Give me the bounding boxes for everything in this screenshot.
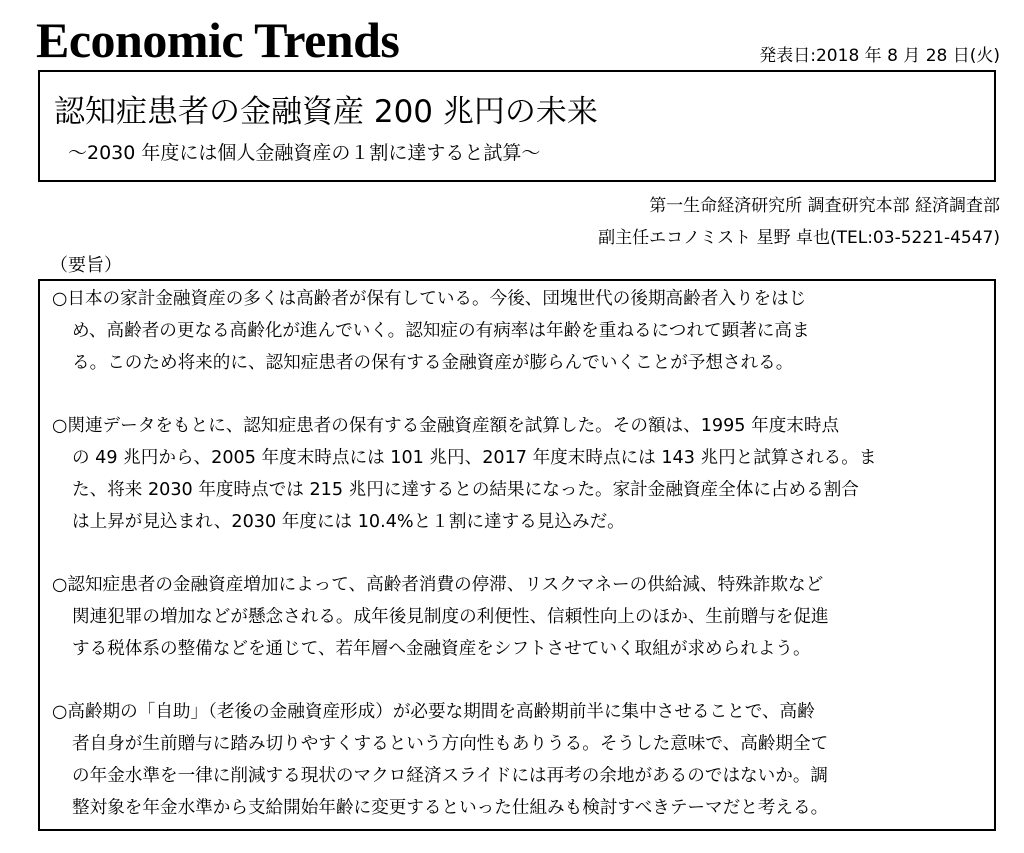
paragraph-line: ○関連データをもとに、認知症患者の保有する金融資産額を試算した。その額は、1995 年度末時点	[52, 416, 840, 436]
report-subtitle: ～2030 年度には個人金融資産の１割に達すると試算～	[68, 142, 541, 164]
paragraph-line: た、将来 2030 年度時点では 215 兆円に達するとの結果になった。家計金融資産全体に占める割合	[72, 480, 859, 500]
paragraph-line: 整対象を年金水準から支給開始年齢に変更するといった仕組みも検討すべきテーマだと考える。	[72, 798, 829, 818]
paragraph-line: 者自身が生前贈与に踏み切りやすくするという方向性もありうる。そうした意味で、高齢期全て	[72, 734, 829, 754]
summary-paragraph	[52, 410, 982, 538]
paragraph-line: 関連犯罪の増加などが懸念される。成年後見制度の利便性、信頼性向上のほか、生前贈与を促進	[72, 607, 829, 627]
paragraph-line: る。このため将来的に、認知症患者の保有する金融資産が膨らんでいくことが予想される。	[72, 353, 794, 373]
paragraph-line: ○日本の家計金融資産の多くは高齢者が保有している。今後、団塊世代の後期高齢者入りをはじ	[52, 289, 807, 309]
summary-paragraph	[52, 283, 982, 379]
title-box	[38, 70, 996, 182]
summary-label: （要旨）	[50, 255, 122, 276]
masthead-title: Economic Trends	[36, 12, 400, 68]
summary-box	[38, 279, 996, 831]
paragraph-line: の年金水準を一律に削減する現状のマクロ経済スライドには再考の余地があるのではないか。調	[72, 766, 829, 786]
summary-paragraph	[52, 696, 982, 824]
paragraph-line: め、高齢者の更なる高齢化が進んでいく。認知症の有病率は年齢を重ねるにつれて顕著に高ま	[72, 321, 810, 341]
paragraph-line: ○認知症患者の金融資産増加によって、高齢者消費の停滞、リスクマネーの供給減、特殊詐欺など	[52, 575, 824, 595]
author: 副主任エコノミスト 星野 卓也(TEL:03-5221-4547)	[598, 228, 1000, 248]
paragraph-line: の 49 兆円から、2005 年度末時点には 101 兆円、2017 年度末時点には 143 兆円と試算される。ま	[72, 448, 877, 468]
publication-date: 発表日:2018 年 8 月 28 日(火)	[759, 46, 1000, 66]
paragraph-line: ○高齢期の「自助」（老後の金融資産形成）が必要な期間を高齢期前半に集中させることで、高齢	[52, 702, 815, 722]
organization: 第一生命経済研究所 調査研究本部 経済調査部	[649, 196, 1000, 216]
summary-paragraph	[52, 569, 982, 665]
paragraph-line: する税体系の整備などを通じて、若年層へ金融資産をシフトさせていく取組が求められよう。	[72, 639, 811, 659]
paragraph-line: は上昇が見込まれ、2030 年度には 10.4%と１割に達する見込みだ。	[72, 512, 625, 532]
report-title: 認知症患者の金融資産 200 兆円の未来	[54, 94, 598, 130]
